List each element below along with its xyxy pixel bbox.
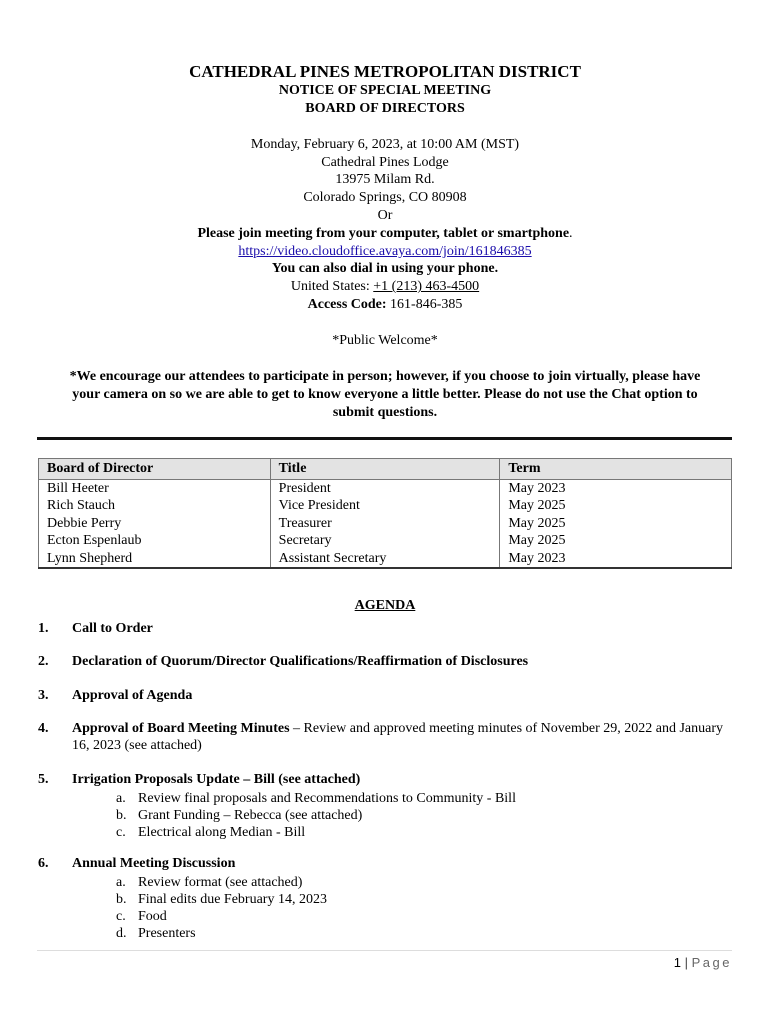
director-name: Bill Heeter <box>39 479 271 497</box>
join-period: . <box>569 226 573 241</box>
sub-item-text: Review format (see attached) <box>138 875 303 890</box>
agenda-sub-list <box>116 874 732 942</box>
meeting-city: Colorado Springs, CO 80908 <box>303 190 467 205</box>
director-term: May 2025 <box>500 532 732 550</box>
meeting-street: 13975 Milam Rd. <box>335 172 435 187</box>
encourage-line-3: submit questions. <box>332 405 438 420</box>
director-title: Secretary <box>270 532 500 550</box>
table-row <box>39 479 732 497</box>
page-separator: | <box>681 955 692 970</box>
section-divider <box>37 437 732 440</box>
director-term: May 2023 <box>500 550 732 569</box>
or-text: Or <box>377 208 393 223</box>
sub-item-letter: d. <box>116 926 127 941</box>
notice-title: NOTICE OF SPECIAL MEETING <box>278 83 492 98</box>
agenda-item-body <box>72 771 732 841</box>
board-table <box>38 458 732 569</box>
list-item <box>116 807 732 824</box>
access-code-line <box>0 296 770 313</box>
director-term: May 2025 <box>500 515 732 533</box>
agenda-item-number: 5. <box>38 772 49 787</box>
director-term: May 2023 <box>500 479 732 497</box>
director-name: Debbie Perry <box>39 515 271 533</box>
director-name: Rich Stauch <box>39 497 271 515</box>
phone-line <box>0 278 770 295</box>
join-instruction <box>0 225 770 242</box>
agenda-item-body <box>72 855 732 942</box>
agenda-item-title: Declaration of Quorum/Director Qualifications/Reaffirmation of Disclosures <box>72 654 529 669</box>
public-welcome: *Public Welcome* <box>332 333 438 348</box>
director-title: Treasurer <box>270 515 500 533</box>
sub-item-text: Electrical along Median - Bill <box>138 825 306 840</box>
sub-item-text: Food <box>138 909 167 924</box>
director-name: Ecton Espenlaub <box>39 532 271 550</box>
director-name: Lynn Shepherd <box>39 550 271 569</box>
org-title: CATHEDRAL PINES METROPOLITAN DISTRICT <box>189 62 581 81</box>
list-item <box>116 908 732 925</box>
sub-item-letter: b. <box>116 808 127 823</box>
meeting-link[interactable]: https://video.cloudoffice.avaya.com/join/161846385 <box>238 244 532 259</box>
sub-item-letter: a. <box>116 875 126 890</box>
agenda-sub-list <box>116 790 732 841</box>
access-code-label: Access Code: <box>307 297 387 312</box>
col-header-title: Title <box>270 459 500 480</box>
footer-divider <box>37 950 732 951</box>
col-header-term: Term <box>500 459 732 480</box>
agenda-item-number: 6. <box>38 856 49 871</box>
sub-item-letter: c. <box>116 909 126 924</box>
sub-item-text: Grant Funding – Rebecca (see attached) <box>138 808 363 823</box>
page-footer <box>674 955 732 970</box>
agenda-item-number: 3. <box>38 688 49 703</box>
page-number: 1 <box>673 955 682 970</box>
page-label: Page <box>691 955 732 970</box>
list-item <box>116 874 732 891</box>
agenda-item-title: Approval of Board Meeting Minutes <box>72 721 290 736</box>
encourage-line-1: *We encourage our attendees to participate in person; however, if you choose to join virtually, please have <box>69 369 701 384</box>
board-table-header <box>39 459 732 480</box>
meeting-venue: Cathedral Pines Lodge <box>321 155 449 170</box>
list-item <box>116 891 732 908</box>
agenda-item-title: Annual Meeting Discussion <box>72 856 236 871</box>
agenda-item-body <box>72 720 732 754</box>
sub-item-letter: a. <box>116 791 126 806</box>
sub-item-text: Final edits due February 14, 2023 <box>138 892 327 907</box>
list-item <box>116 824 732 841</box>
table-row <box>39 497 732 515</box>
director-title: Assistant Secretary <box>270 550 500 569</box>
agenda-item-title: Irrigation Proposals Update – Bill (see attached) <box>72 772 361 787</box>
director-term: May 2025 <box>500 497 732 515</box>
table-row <box>39 532 732 550</box>
director-title: President <box>270 479 500 497</box>
agenda-heading: AGENDA <box>354 598 416 613</box>
join-url-line <box>0 243 770 260</box>
table-row <box>39 515 732 533</box>
agenda-item-title: Approval of Agenda <box>72 688 193 703</box>
sub-item-letter: b. <box>116 892 127 907</box>
agenda-item-description: – Review and approved meeting minutes of November 29, 2022 and January 16, 2023 (see attached) <box>72 721 724 753</box>
agenda-item-title: Call to Order <box>72 621 153 636</box>
meeting-datetime: Monday, February 6, 2023, at 10:00 AM (MST) <box>250 137 520 152</box>
director-title: Vice President <box>270 497 500 515</box>
agenda-item-number: 1. <box>38 621 49 636</box>
encourage-line-2: your camera on so we are able to get to know everyone a little better. Please do not use the Chat option to <box>72 387 698 402</box>
list-item <box>116 790 732 807</box>
list-item <box>116 925 732 942</box>
sub-item-letter: c. <box>116 825 126 840</box>
sub-item-text: Review final proposals and Recommendations to Community - Bill <box>138 791 516 806</box>
dial-in-text: You can also dial in using your phone. <box>271 261 499 276</box>
phone-link[interactable]: +1 (213) 463-4500 <box>373 279 480 294</box>
col-header-director: Board of Director <box>39 459 271 480</box>
sub-item-text: Presenters <box>138 926 196 941</box>
join-text: Please join meeting from your computer, tablet or smartphone <box>197 226 570 241</box>
table-row <box>39 550 732 569</box>
access-code-value: 161-846-385 <box>386 297 463 312</box>
board-title: BOARD OF DIRECTORS <box>305 101 465 116</box>
phone-prefix: United States: <box>290 279 374 294</box>
agenda-item-number: 2. <box>38 654 49 669</box>
agenda-item-number: 4. <box>38 721 49 736</box>
